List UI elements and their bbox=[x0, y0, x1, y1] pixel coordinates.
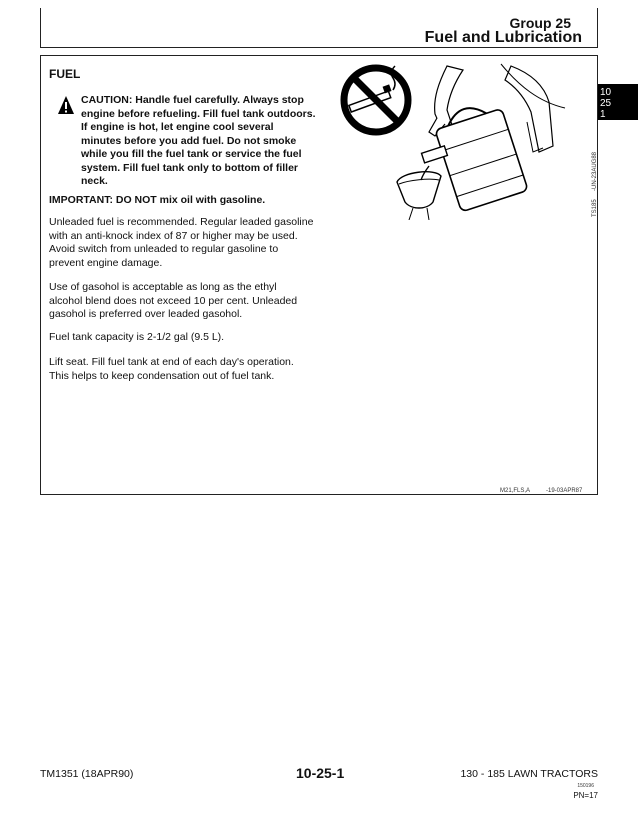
caution-line: while you fill the fuel tank or service the fuel bbox=[81, 148, 302, 160]
side-section-tab bbox=[598, 84, 638, 120]
paragraph-gasohol bbox=[49, 281, 334, 322]
side-tab-line: 10 bbox=[600, 87, 612, 98]
side-tab-line: 1 bbox=[600, 109, 606, 120]
warning-triangle-icon bbox=[57, 95, 75, 115]
important-note: IMPORTANT: DO NOT mix oil with gasoline. bbox=[49, 194, 266, 206]
product-name: 130 - 185 LAWN TRACTORS bbox=[460, 768, 598, 780]
side-tab-line: 25 bbox=[600, 98, 612, 109]
group-label: Group 25 bbox=[509, 15, 571, 31]
paragraph-line: prevent engine damage. bbox=[49, 256, 163, 269]
reference-date: -19-03APR87 bbox=[546, 488, 583, 494]
page-header bbox=[40, 8, 598, 48]
refueling-illustration bbox=[329, 62, 569, 220]
paragraph-line: Lift seat. Fill fuel tank at end of each day's operation. bbox=[49, 356, 294, 368]
section-title: Fuel and Lubrication bbox=[424, 29, 582, 46]
paragraph-line: Unleaded fuel is recommended. Regular leaded gasoline bbox=[49, 216, 314, 228]
caution-line: system. Fill fuel tank only to bottom of filler bbox=[81, 161, 299, 174]
caution-line: If engine is hot, let engine cool several bbox=[81, 121, 274, 133]
paragraph-unleaded bbox=[49, 216, 334, 270]
pn-number: PN=17 bbox=[573, 791, 598, 800]
paragraph-refuel bbox=[49, 356, 334, 383]
paragraph-line: Avoid switch from unleaded to regular gasoline to bbox=[49, 243, 279, 255]
caution-block bbox=[57, 94, 339, 189]
page-number: 10-25-1 bbox=[296, 765, 345, 781]
print-code: 150196 bbox=[577, 783, 594, 789]
image-code: TS185 bbox=[592, 199, 598, 217]
content-frame bbox=[40, 55, 598, 495]
paragraph-line: This helps to keep condensation out of fuel tank. bbox=[49, 369, 275, 382]
paragraph-line: Fuel tank capacity is 2-1/2 gal (9.5 L). bbox=[49, 331, 225, 343]
no-smoking-icon bbox=[344, 66, 408, 132]
caution-line: neck. bbox=[81, 175, 108, 187]
paragraph-line: gasohol is preferred over leaded gasohol. bbox=[49, 308, 243, 320]
reference-code: M21,FLS,A bbox=[500, 488, 531, 494]
paragraph-line: with an anti-knock index of 87 or higher may be used. bbox=[49, 229, 298, 242]
caution-text bbox=[81, 94, 339, 189]
caution-line: minutes before you add fuel. Do not smoke bbox=[81, 134, 297, 147]
paragraph-line: Use of gasohol is acceptable as long as the ethyl bbox=[49, 281, 277, 293]
manual-number: TM1351 (18APR90) bbox=[40, 768, 134, 780]
image-date-code: -UN-23AUG88 bbox=[592, 151, 598, 191]
paragraph-capacity bbox=[49, 331, 334, 345]
paragraph-line: alcohol blend does not exceed 10 per cent. Unleaded bbox=[49, 294, 298, 307]
caution-line: engine before refueling. Fill fuel tank outdoors. bbox=[81, 107, 316, 120]
caution-line: CAUTION: Handle fuel carefully. Always stop bbox=[81, 94, 304, 106]
fuel-heading: FUEL bbox=[49, 67, 81, 81]
